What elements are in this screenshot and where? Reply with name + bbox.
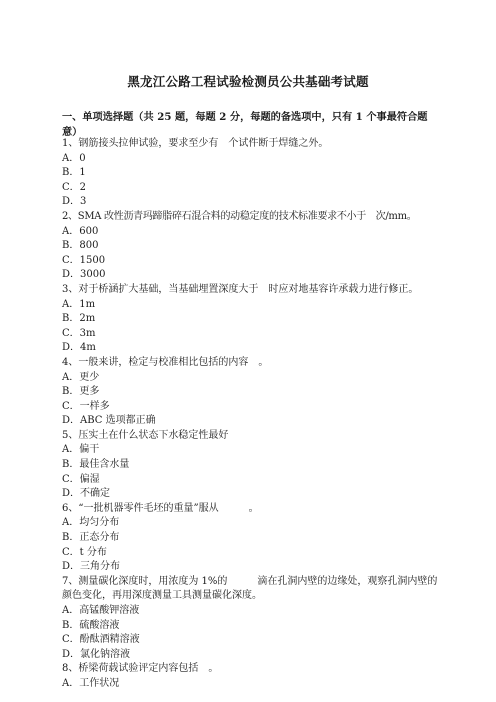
question-stem: 8、桥梁荷载试验评定内容包括 。 (62, 663, 219, 675)
option-b: B．正态分布 (62, 532, 120, 544)
question-stem: 2、SMA 改性沥青玛蹄脂碎石混合料的动稳定度的技术标准要求不小于 次/mm。 (62, 210, 417, 222)
question-1 (62, 137, 444, 210)
question-stem: 1、钢筋接头拉伸试验，要求至少有 个试件断于焊缝之外。 (62, 138, 329, 149)
option-b: B．1 (62, 167, 86, 179)
option-a: A．高锰酸钾溶液 (62, 605, 140, 616)
question-3 (62, 283, 444, 356)
question-8 (62, 662, 444, 691)
page-title: 黑龙江公路工程试验检测员公共基础考试题 (127, 74, 369, 89)
section-heading: 一、单项选择题（共 25 题，每题 2 分，每题的备选项中，只有 1 个事最符合题意） (62, 111, 428, 138)
question-4 (62, 356, 444, 429)
question-list (62, 137, 444, 692)
option-a: A．0 (62, 152, 86, 164)
option-c: C．t 分布 (62, 546, 107, 558)
option-d: D．3000 (62, 269, 106, 281)
option-d: D．不确定 (62, 488, 111, 500)
option-b: B．2m (62, 313, 96, 325)
option-a: A．偏干 (62, 444, 100, 456)
question-stem: 7、测量碳化深度时，用浓度为 1%的 滴在孔洞内壁的边缘处，观察孔洞内壁的颜色变化，再用深度测量工具测量碳化深度。 (62, 575, 438, 602)
question-2 (62, 210, 444, 283)
option-a: A．工作状况 (62, 677, 120, 689)
option-a: A．1m (62, 298, 96, 310)
option-d: D．ABC 选项都正确 (62, 415, 156, 427)
question-stem: 4、一般来讲，检定与校准相比包括的内容 。 (62, 356, 269, 368)
option-c: C．3m (62, 327, 96, 339)
option-c: C．偏湿 (62, 473, 100, 485)
question-stem: 3、对于桥涵扩大基础，当基础埋置深度大于 时应对地基容许承载力进行修正。 (62, 283, 419, 295)
option-d: D．三角分布 (62, 561, 121, 573)
option-b: B．更多 (62, 386, 100, 398)
option-c: C．酚酞酒精溶液 (62, 634, 140, 646)
option-c: C．1500 (62, 254, 106, 266)
option-b: B．最佳含水量 (62, 459, 130, 471)
option-c: C．2 (62, 181, 87, 193)
option-a: A．均匀分布 (62, 517, 120, 529)
question-stem: 5、压实土在什么状态下水稳定性最好 (62, 429, 229, 441)
option-b: B．硫酸溶液 (62, 619, 120, 631)
option-c: C．一样多 (62, 400, 110, 412)
option-d: D．氯化钠溶液 (62, 648, 131, 660)
question-6 (62, 502, 444, 575)
option-d: D．3 (62, 196, 87, 208)
option-a: A．更少 (62, 371, 100, 383)
option-d: D．4m (62, 342, 96, 354)
question-stem: 6、“一批机器零件毛坯的重量”服从 。 (62, 502, 259, 514)
option-b: B．800 (62, 240, 99, 252)
question-7 (62, 575, 444, 663)
question-5 (62, 429, 444, 502)
option-a: A．600 (62, 225, 99, 237)
